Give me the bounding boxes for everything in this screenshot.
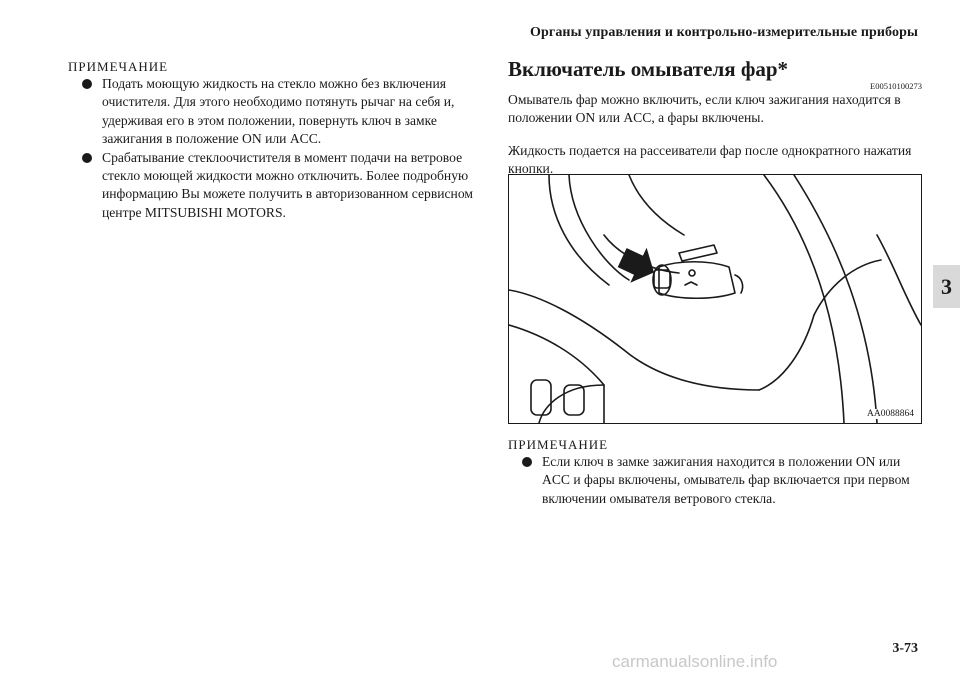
- note-text: Срабатывание стеклоочистителя в момент подачи на ветровое стекло моющей жидкости можно отключить. Более подробную информацию Вы можете получить в авторизованном сервисном центре MITSUBISHI MOTORS.: [102, 149, 473, 220]
- note-text: Подать моющую жидкость на стекло можно без включения очистителя. Для этого необходимо потянуть рычаг на себя и, удерживая его в этом положении, повернуть ключ в замке зажигания в положение ON или ACC.: [102, 76, 455, 147]
- note-title: ПРИМЕЧАНИЕ: [508, 437, 609, 452]
- section-title: Включатель омывателя фар*: [508, 57, 789, 81]
- bullet-icon: [522, 457, 532, 467]
- chapter-tab: [933, 265, 960, 308]
- right-column: [508, 56, 922, 179]
- chapter-number: 3: [941, 273, 952, 299]
- figure-code: AA0088864: [867, 409, 914, 419]
- watermark: carmanualsonline.info: [612, 652, 778, 671]
- headlamp-washer-figure: [508, 174, 922, 424]
- note-item: [68, 149, 478, 223]
- section-code: E00510100273: [870, 81, 922, 91]
- note-text: Если ключ в замке зажигания находится в положении ON или ACC и фары включены, омыватель фар включается при первом включении омывателя ветрового стекла.: [542, 454, 910, 506]
- section-paragraph: Жидкость подается на рассеиватели фар после однократного нажатия кнопки.: [508, 142, 912, 177]
- note-list: [68, 75, 478, 222]
- note-item: [68, 75, 478, 149]
- steering-column-illustration: [509, 175, 921, 423]
- note-list: [508, 453, 922, 508]
- page-header: Органы управления и контрольно-измерительные приборы: [530, 25, 918, 40]
- bullet-icon: [82, 79, 92, 89]
- right-note: [508, 437, 922, 508]
- note-item: [508, 453, 922, 508]
- page-number: 3-73: [892, 641, 918, 656]
- section-paragraph: Омыватель фар можно включить, если ключ зажигания находится в положении ON или ACC, а фары включены.: [508, 92, 901, 126]
- left-column: [68, 59, 478, 222]
- note-title: ПРИМЕЧАНИЕ: [68, 59, 169, 74]
- bullet-icon: [82, 153, 92, 163]
